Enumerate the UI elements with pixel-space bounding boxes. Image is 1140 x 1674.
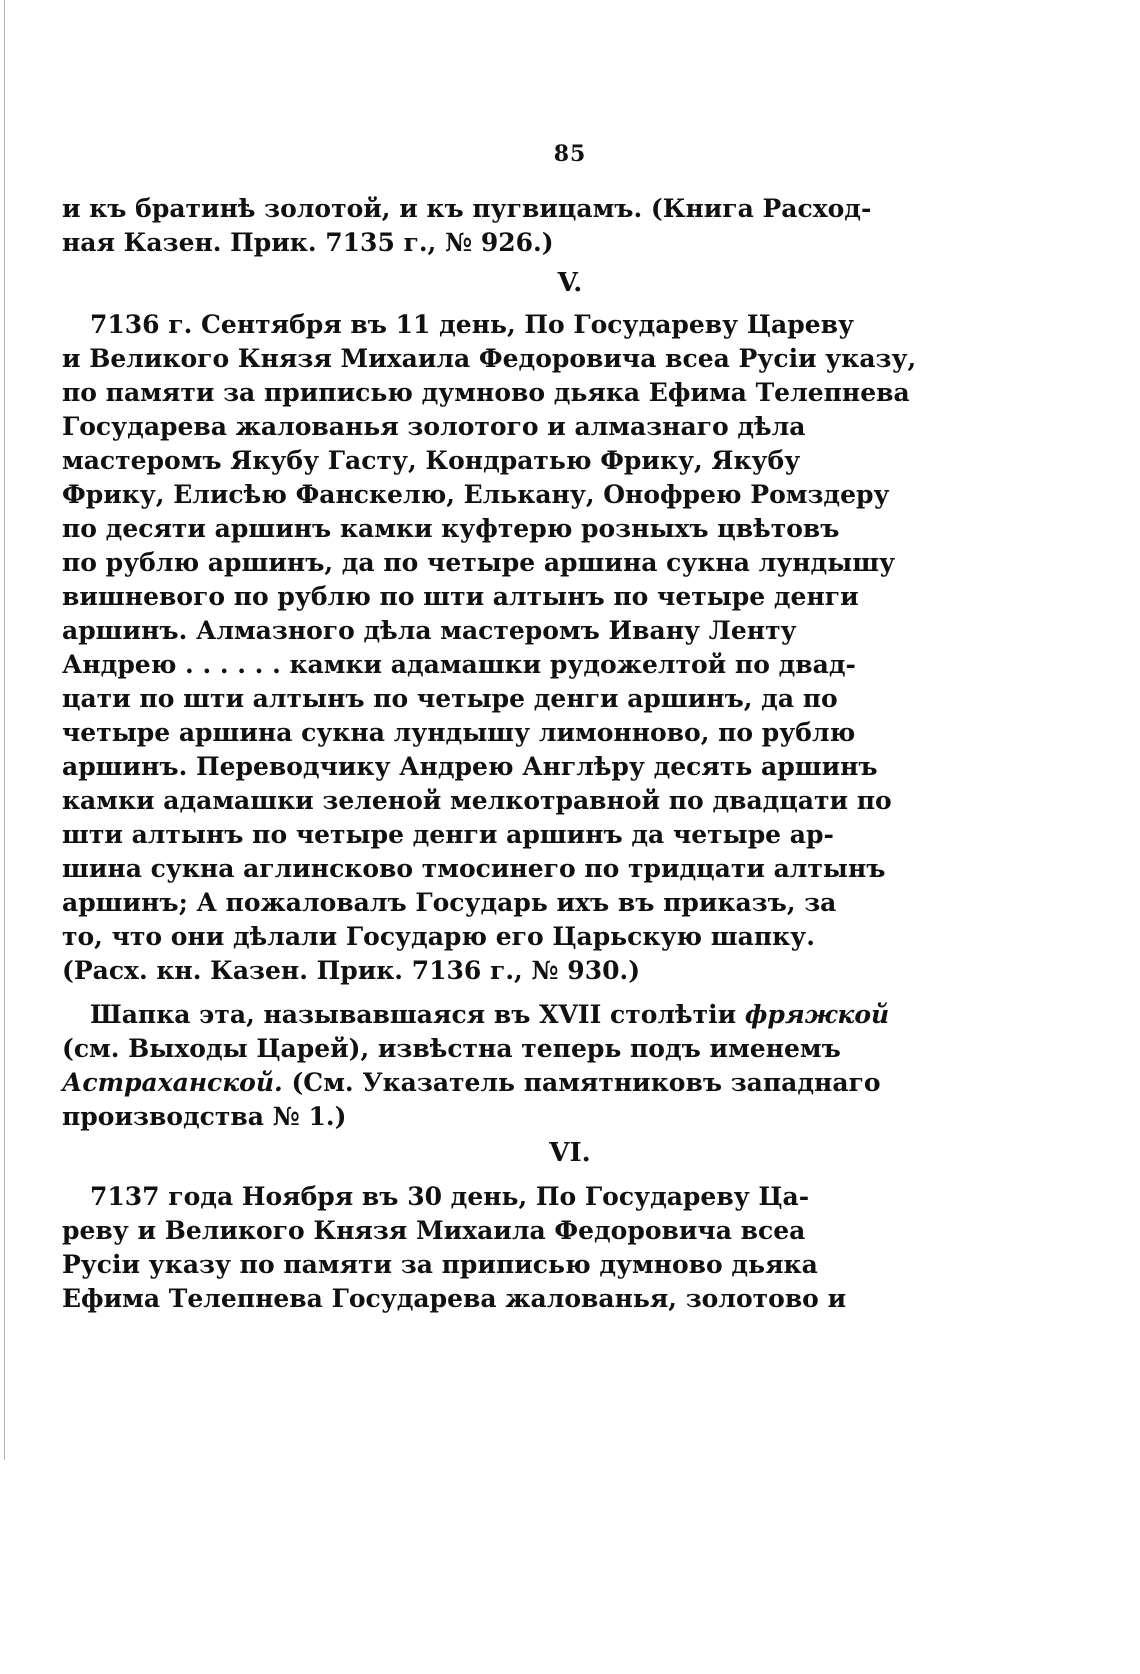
text-line: то, что они дѣлали Государю его Царьскую шапку. [62, 922, 815, 951]
text-line: (см. Выходы Царей), извѣстна теперь подъ именемъ [62, 1034, 841, 1063]
text-line: реву и Великого Князя Михаила Федоровича всеа [62, 1216, 806, 1245]
section-v-paragraph [62, 308, 917, 988]
note-text: Шапка эта, называвшаяся въ XVII столѣтіи [90, 1000, 737, 1029]
text-line: шти алтынъ по четыре денги аршинъ да четыре ар- [62, 820, 834, 849]
text-line: камки адамашки зеленой мелкотравной по двадцати по [62, 786, 892, 815]
text-line: производства № 1.) [62, 1102, 347, 1131]
text-line: Андрею . . . . . . камки адамашки рудожелтой по двад- [62, 650, 856, 679]
text-line: четыре аршина сукна лундышу лимонново, по рублю [62, 718, 856, 747]
text-line [62, 1066, 881, 1100]
note-italic-term: Астраханской. [62, 1068, 283, 1097]
text-line: Ефима Телепнева Государева жалованья, золотово и [62, 1284, 847, 1313]
text-line: Русіи указу по памяти за приписью думново дьяка [62, 1250, 818, 1279]
continuation-paragraph [62, 192, 872, 260]
text-line: вишневого по рублю по шти алтынъ по четыре денги [62, 582, 859, 611]
text-line: мастеромъ Якубу Гасту, Кондратью Фрику, Якубу [62, 446, 801, 475]
text-line: и Великого Князя Михаила Федоровича всеа Русіи указу, [62, 344, 917, 373]
text-line: 7136 г. Сентября въ 11 день, По Государеву Цареву [90, 310, 854, 339]
text-line: ная Казен. Прик. 7135 г., № 926.) [62, 228, 554, 257]
note-italic-term: фряжкой [744, 1000, 890, 1029]
text-line: аршинъ; А пожаловалъ Государь ихъ въ приказъ, за [62, 888, 837, 917]
text-line: (Расх. кн. Казен. Прик. 7136 г., № 930.) [62, 956, 641, 985]
note-text: (См. Указатель памятниковъ западнаго [291, 1068, 881, 1097]
note-paragraph [62, 998, 890, 1134]
text-line: Фрику, Елисѣю Фанскелю, Елькану, Онофрею Ромздеру [62, 480, 890, 509]
text-line: аршинъ. Алмазного дѣла мастеромъ Ивану Ленту [62, 616, 797, 645]
text-line: по десяти аршинъ камки куфтерю розныхъ цвѣтовъ [62, 514, 840, 543]
section-heading-v: V. [557, 268, 583, 298]
text-line: цати по шти алтынъ по четыре денги аршинъ, да по [62, 684, 838, 713]
text-line: 7137 года Ноября въ 30 день, По Государеву Ца- [90, 1182, 810, 1211]
text-line: шина сукна аглинсково тмосинего по тридцати алтынъ [62, 854, 886, 883]
text-line: по рублю аршинъ, да по четыре аршина сукна лундышу [62, 548, 896, 577]
text-line: и къ братинѣ золотой, и къ пугвицамъ. (Книга Расход- [62, 194, 872, 223]
text-line: аршинъ. Переводчику Андрею Англѣру десять аршинъ [62, 752, 878, 781]
text-line: по памяти за приписью думново дьяка Ефима Телепнева [62, 378, 910, 407]
section-vi-paragraph [62, 1180, 847, 1316]
page-edge [4, 0, 5, 1460]
section-heading-vi: VI. [549, 1138, 591, 1168]
page-number: 85 [553, 141, 587, 167]
text-line: Государева жалованья золотого и алмазнаго дѣла [62, 412, 806, 441]
text-line [62, 998, 890, 1032]
